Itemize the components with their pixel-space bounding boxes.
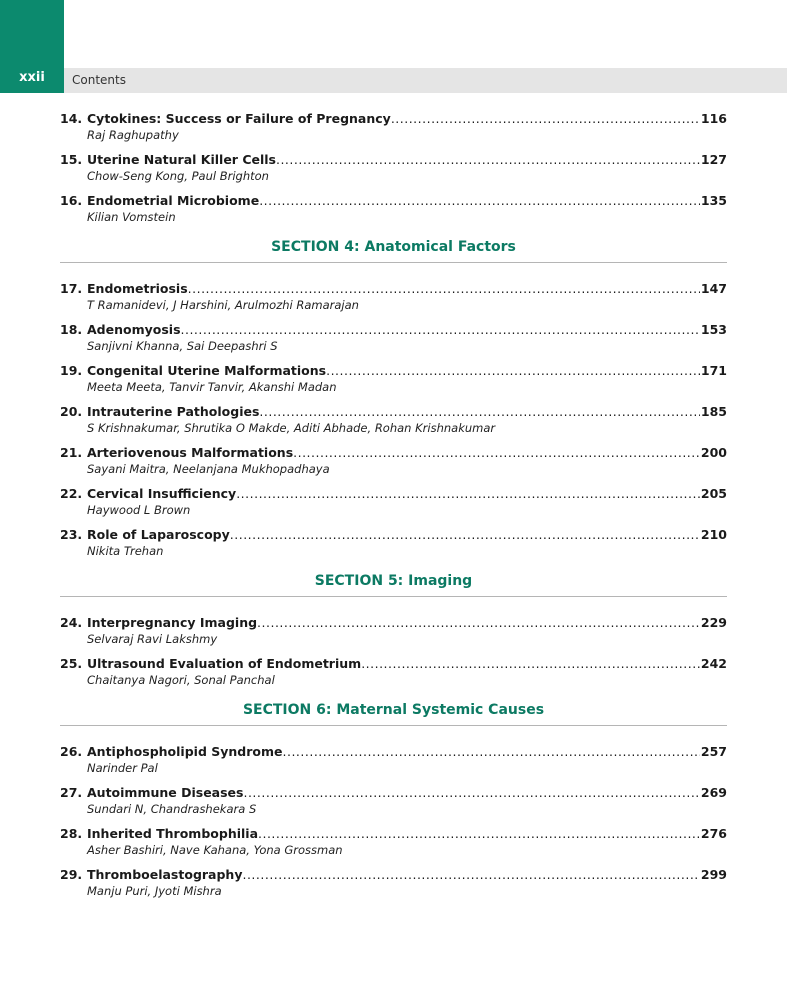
page-reference[interactable]: 257: [700, 744, 727, 759]
chapter-number: 25.: [60, 656, 83, 671]
dot-leader: [326, 362, 700, 379]
chapter-title[interactable]: Antiphospholipid Syndrome: [87, 744, 283, 759]
chapter-authors: S Krishnakumar, Shrutika O Makde, Aditi Abhade, Rohan Krishnakumar: [87, 421, 496, 435]
section-heading: [60, 701, 727, 726]
section-heading: [60, 572, 727, 597]
toc-entry[interactable]: [60, 403, 727, 437]
page-reference[interactable]: 147: [700, 281, 727, 296]
page-reference[interactable]: 269: [700, 785, 727, 800]
toc-entry[interactable]: [60, 526, 727, 560]
chapter-authors: Haywood L Brown: [87, 503, 191, 517]
section-title: SECTION 4: Anatomical Factors: [271, 239, 516, 255]
page-reference[interactable]: 116: [700, 111, 727, 126]
chapter-authors: Meeta Meeta, Tanvir Tanvir, Akanshi Madan: [87, 380, 337, 394]
entry-line: [60, 444, 727, 461]
page-reference[interactable]: 200: [700, 445, 727, 460]
chapter-number: 27.: [60, 785, 83, 800]
page-reference[interactable]: 210: [700, 527, 727, 542]
entry-line: [60, 362, 727, 379]
page-reference[interactable]: 127: [700, 152, 727, 167]
chapter-authors: Sanjivni Khanna, Sai Deepashri S: [87, 339, 278, 353]
chapter-title[interactable]: Thromboelastography: [87, 867, 243, 882]
entry-line: [60, 192, 727, 209]
toc-entry[interactable]: [60, 614, 727, 648]
chapter-number: 14.: [60, 111, 83, 126]
entry-line: [60, 110, 727, 127]
toc-entry[interactable]: [60, 825, 727, 859]
page-reference[interactable]: 205: [700, 486, 727, 501]
chapter-title[interactable]: Ultrasound Evaluation of Endometrium: [87, 656, 362, 671]
dot-leader: [243, 784, 699, 801]
entry-line: [60, 485, 727, 502]
toc-entry[interactable]: [60, 485, 727, 519]
chapter-number: 24.: [60, 615, 83, 630]
chapter-title[interactable]: Intrauterine Pathologies: [87, 404, 260, 419]
section-divider: [60, 725, 727, 726]
dot-leader: [236, 485, 700, 502]
page-number: xxii: [19, 70, 45, 85]
dot-leader: [391, 110, 700, 127]
entry-line: [60, 825, 727, 842]
page-reference[interactable]: 135: [700, 193, 727, 208]
dot-leader: [361, 655, 700, 672]
toc-entry[interactable]: [60, 784, 727, 818]
page-reference[interactable]: 171: [700, 363, 727, 378]
entry-line: [60, 655, 727, 672]
dot-leader: [258, 825, 700, 842]
page-reference[interactable]: 299: [700, 867, 727, 882]
chapter-authors: T Ramanidevi, J Harshini, Arulmozhi Ramarajan: [87, 298, 359, 312]
running-header-title: Contents: [72, 73, 126, 87]
page-reference[interactable]: 242: [700, 656, 727, 671]
entry-line: [60, 280, 727, 297]
chapter-number: 18.: [60, 322, 83, 337]
dot-leader: [276, 151, 700, 168]
chapter-title[interactable]: Autoimmune Diseases: [87, 785, 244, 800]
chapter-title[interactable]: Inherited Thrombophilia: [87, 826, 259, 841]
chapter-authors: Kilian Vomstein: [87, 210, 176, 224]
chapter-authors: Chaitanya Nagori, Sonal Panchal: [87, 673, 275, 687]
chapter-title[interactable]: Adenomyosis: [87, 322, 181, 337]
toc-entry[interactable]: [60, 866, 727, 900]
toc-entry[interactable]: [60, 655, 727, 689]
chapter-authors: Nikita Trehan: [87, 544, 164, 558]
chapter-number: 23.: [60, 527, 83, 542]
toc-entry[interactable]: [60, 110, 727, 144]
chapter-number: 22.: [60, 486, 83, 501]
entry-line: [60, 743, 727, 760]
chapter-authors: Chow-Seng Kong, Paul Brighton: [87, 169, 269, 183]
running-header-band: [64, 68, 787, 93]
chapter-number: 19.: [60, 363, 83, 378]
chapter-authors: Sundari N, Chandrashekara S: [87, 802, 257, 816]
chapter-number: 15.: [60, 152, 83, 167]
chapter-title[interactable]: Role of Laparoscopy: [87, 527, 230, 542]
chapter-authors: Selvaraj Ravi Lakshmy: [87, 632, 218, 646]
chapter-number: 20.: [60, 404, 83, 419]
dot-leader: [283, 743, 700, 760]
page-reference[interactable]: 153: [700, 322, 727, 337]
section-divider: [60, 596, 727, 597]
toc-entry[interactable]: [60, 192, 727, 226]
toc-entry[interactable]: [60, 280, 727, 314]
chapter-authors: Raj Raghupathy: [87, 128, 179, 142]
chapter-title[interactable]: Cytokines: Success or Failure of Pregnancy: [87, 111, 391, 126]
chapter-number: 21.: [60, 445, 83, 460]
section-heading: [60, 238, 727, 263]
toc-entry[interactable]: [60, 151, 727, 185]
section-title: SECTION 6: Maternal Systemic Causes: [242, 702, 545, 718]
chapter-title[interactable]: Congenital Uterine Malformations: [87, 363, 327, 378]
dot-leader: [181, 321, 700, 338]
chapter-number: 17.: [60, 281, 83, 296]
entry-line: [60, 614, 727, 631]
chapter-number: 29.: [60, 867, 83, 882]
entry-line: [60, 321, 727, 338]
dot-leader: [230, 526, 700, 543]
chapter-title[interactable]: Endometrial Microbiome: [87, 193, 260, 208]
section-title: SECTION 5: Imaging: [314, 573, 473, 589]
chapter-title[interactable]: Endometriosis: [87, 281, 188, 296]
dot-leader: [257, 614, 700, 631]
dot-leader: [188, 280, 700, 297]
entry-line: [60, 526, 727, 543]
entry-line: [60, 403, 727, 420]
entry-line: [60, 866, 727, 883]
chapter-title[interactable]: Arteriovenous Malformations: [87, 445, 294, 460]
chapter-title[interactable]: Cervical Insufficiency: [87, 486, 237, 501]
chapter-number: 26.: [60, 744, 83, 759]
page-reference[interactable]: 276: [700, 826, 727, 841]
table-of-contents: [60, 110, 727, 900]
chapter-title[interactable]: Uterine Natural Killer Cells: [87, 152, 276, 167]
chapter-number: 28.: [60, 826, 83, 841]
dot-leader: [242, 866, 699, 883]
chapter-authors: Asher Bashiri, Nave Kahana, Yona Grossman: [87, 843, 343, 857]
chapter-title[interactable]: Interpregnancy Imaging: [87, 615, 258, 630]
dot-leader: [259, 192, 700, 209]
chapter-authors: Sayani Maitra, Neelanjana Mukhopadhaya: [87, 462, 330, 476]
section-divider: [60, 262, 727, 263]
toc-entry[interactable]: [60, 321, 727, 355]
entry-line: [60, 784, 727, 801]
entry-line: [60, 151, 727, 168]
chapter-authors: Manju Puri, Jyoti Mishra: [87, 884, 222, 898]
toc-entry[interactable]: [60, 444, 727, 478]
toc-entry[interactable]: [60, 743, 727, 777]
chapter-authors: Narinder Pal: [87, 761, 158, 775]
chapter-number: 16.: [60, 193, 83, 208]
toc-entry[interactable]: [60, 362, 727, 396]
page-reference[interactable]: 229: [700, 615, 727, 630]
dot-leader: [259, 403, 700, 420]
dot-leader: [293, 444, 700, 461]
page-reference[interactable]: 185: [700, 404, 727, 419]
